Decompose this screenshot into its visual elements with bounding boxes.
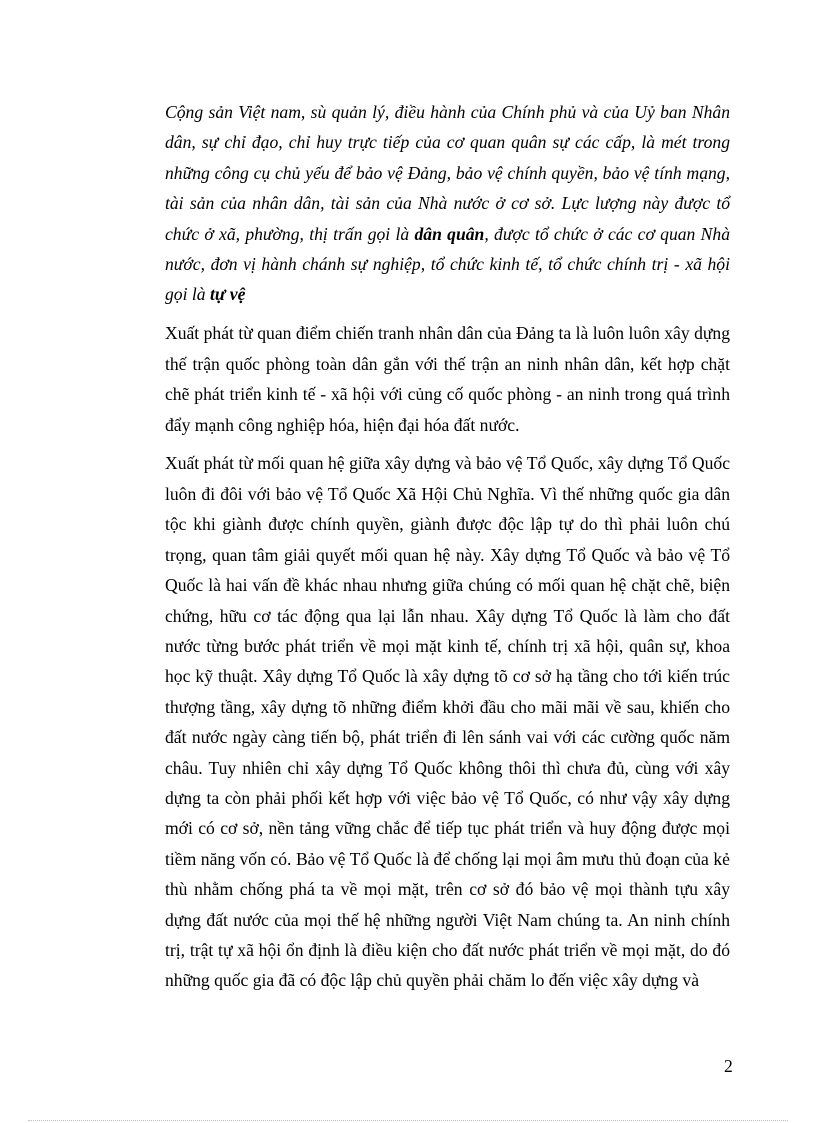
page-footer-divider [28,1120,788,1121]
paragraph-1-text-b: , được tổ chức ở các cơ quan Nhà nước, đơn vị hành chánh sự nghiệp, tổ chức kinh tế, tổ chức chính trị - xã hội gọi là [165,223,730,305]
paragraph-1 [165,97,730,310]
bold-term-dan-quan: dân quân [414,223,485,244]
page-number: 2 [724,1056,733,1076]
paragraph-3: Xuất phát từ mối quan hệ giữa xây dựng và bảo vệ Tổ Quốc, xây dựng Tổ Quốc luôn đi đôi với bảo vệ Tổ Quốc Xã Hội Chủ Nghĩa. Vì thế những quốc gia dân tộc khi giành được chính quyền, giành được độc lập tự do thì phải luôn chú trọng, quan tâm giải quyết mối quan hệ này. Xây dựng Tổ Quốc và bảo vệ Tổ Quốc là hai vấn đề khác nhau nhưng giữa chúng có mối quan hệ chặt chẽ, biện chứng, hữu cơ tác động qua lại lẫn nhau. Xây dựng Tổ Quốc là làm cho đất nước từng bước phát triển về mọi mặt kinh tế, chính trị xã hội, quân sự, khoa học kỹ thuật. Xây dựng Tổ Quốc là xây dựng tõ cơ sở hạ tầng cho tới kiến trúc thượng tầng, xây dựng tõ những điểm khởi đầu cho mãi mãi về sau, khiến cho đất nước ngày càng tiến bộ, phát triển đi lên sánh vai với các cường quốc năm châu. Tuy nhiên chỉ xây dựng Tổ Quốc không thôi thì chưa đủ, cùng với xây dựng ta còn phải phối kết hợp với việc bảo vệ Tổ Quốc, có như vậy xây dựng mới có cơ sở, nền tảng vững chắc để tiếp tục phát triển và huy động được mọi tiềm năng vốn có. Bảo vệ Tổ Quốc là để chống lại mọi âm mưu thủ đoạn của kẻ thù nhằm chống phá ta về mọi mặt, trên cơ sở đó bảo vệ mọi thành tựu xây dựng đất nước của mọi thế hệ những người Việt Nam chúng ta. An ninh chính trị, trật tự xã hội ổn định là điều kiện cho đất nước phát triển về mọi mặt, do đó những quốc gia đã có độc lập chủ quyền phải chăm lo đến việc xây dựng và [165,453,730,991]
document-body [165,97,730,1004]
paragraph-2: Xuất phát từ quan điểm chiến tranh nhân dân của Đảng ta là luôn luôn xây dựng thế trận quốc phòng toàn dân gắn với thế trận an ninh nhân dân, kết hợp chặt chẽ phát triển kinh tế - xã hội với củng cố quốc phòng - an ninh trong quá trình đẩy mạnh công nghiệp hóa, hiện đại hóa đất nước. [165,323,730,435]
paragraph-1-text-a: Cộng sản Việt nam, sù quản lý, điều hành của Chính phủ và của Uỷ ban Nhân dân, sự chỉ đạo, chỉ huy trực tiếp của cơ quan quân sự các cấp, là mét trong những công cụ chủ yếu để bảo vệ Đảng, bảo vệ chính quyền, bảo vệ tính mạng, tài sản của nhân dân, tài sản của Nhà nước ở cơ sở. Lực lượng này được tổ chức ở xã, phường, thị trấn gọi là [165,102,730,244]
bold-term-tu-ve: tự vệ [209,284,246,305]
